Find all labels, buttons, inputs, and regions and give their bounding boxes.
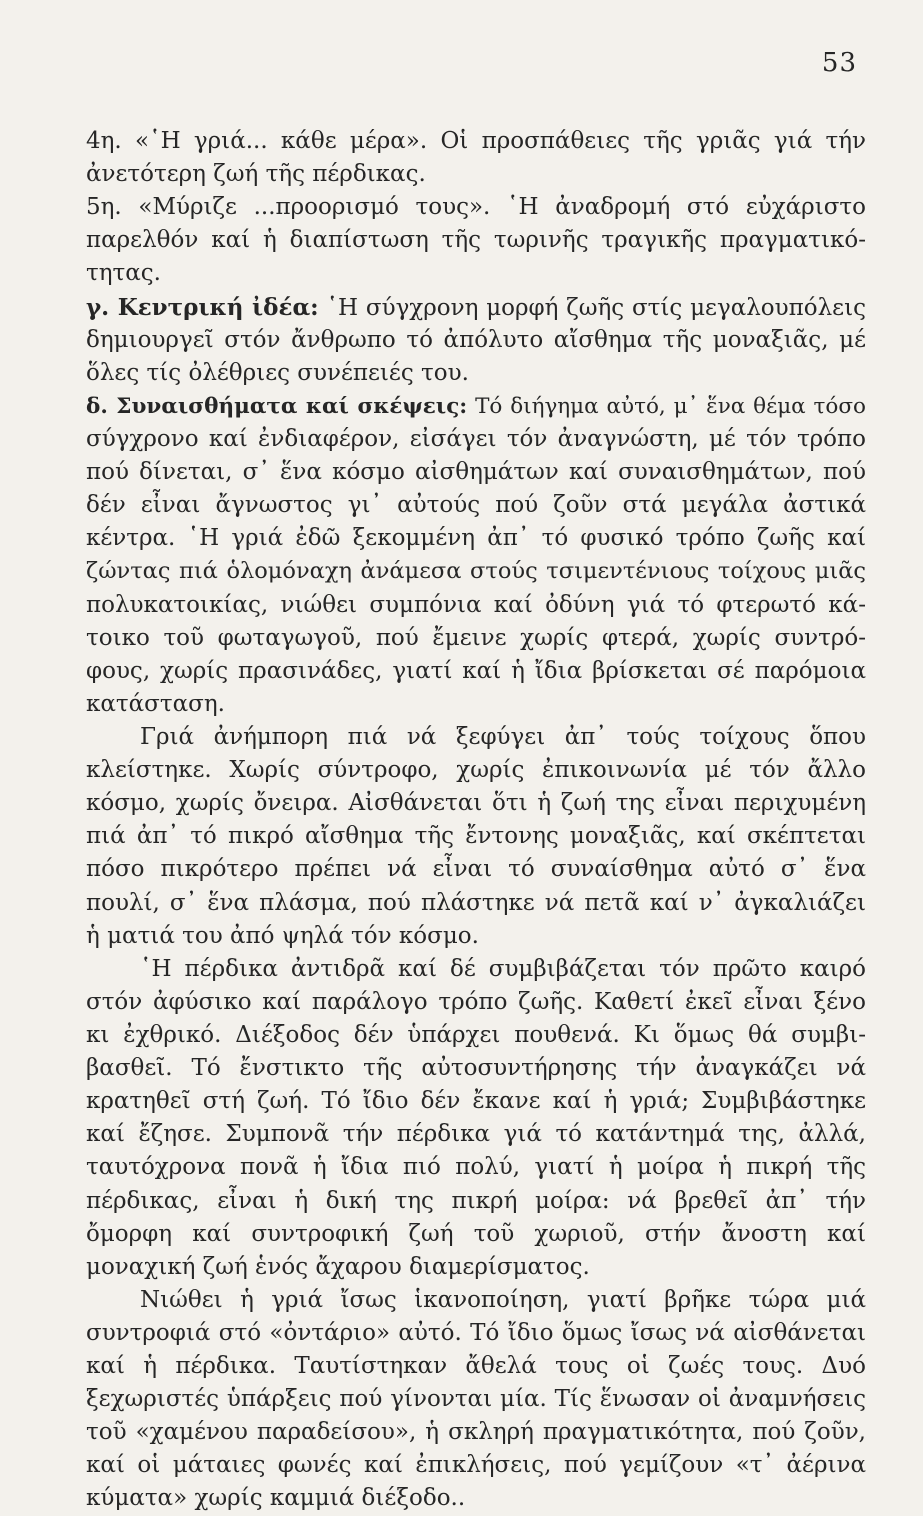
line-text: κόσμο, χωρίς ὄνειρα. Αἰσθάνεται ὅτι ἡ ζωή της εἶναι περιχυμένη <box>86 790 866 817</box>
line-text: βασθεῖ. Τό ἔνστικτο τῆς αὐτοσυντήρησης τήν ἀναγκάζει νά <box>86 1055 866 1082</box>
text-line <box>86 622 866 655</box>
text-line <box>86 1416 866 1449</box>
text-line <box>86 1482 866 1515</box>
text-line <box>86 324 866 357</box>
line-text: ξεχωριστές ὑπάρξεις πού γίνονται μία. Τίς ἕνωσαν οἱ ἀναμνήσεις <box>86 1386 866 1413</box>
line-text: κρατηθεῖ στή ζωή. Τό ἴδιο δέν ἔκανε καί ἡ γριά; Συμβιβάστηκε <box>86 1088 866 1115</box>
line-text: ταυτόχρονα πονᾶ ἡ ἴδια πιό πολύ, γιατί ἡ μοίρα ἡ πικρή τῆς <box>86 1154 866 1181</box>
text-line <box>86 357 866 390</box>
text-line <box>86 456 866 489</box>
text-line <box>86 1052 866 1085</box>
text-line <box>86 489 866 522</box>
text-line <box>86 1350 866 1383</box>
line-text: ῾Η σύγχρονη μορφή ζωῆς στίς μεγαλουπόλεις <box>318 294 866 321</box>
line-text: καί ἔζησε. Συμπονᾶ τήν πέρδικα γιά τό κατάντημά της, ἀλλά, <box>86 1121 866 1148</box>
line-text: Νιώθει ἡ γριά ἴσως ἱκανοποίηση, γιατί βρῆκε τώρα μιά <box>140 1286 866 1313</box>
text-line <box>86 853 866 886</box>
line-text: δέν εἶναι ἄγνωστος γι᾿ αὐτούς πού ζοῦν στά μεγάλα ἀστικά <box>86 492 866 519</box>
text-line <box>86 1449 866 1482</box>
line-text: Τό διήγημα αὐτό, μ᾿ ἕνα θέμα τόσο <box>467 393 866 419</box>
line-text: πολυκατοικίας, νιώθει συμπόνια καί ὀδύνη γιά τό φτερωτό κά- <box>86 591 866 618</box>
text-line <box>86 920 866 953</box>
text-line <box>86 522 866 555</box>
line-text: ζώντας πιά ὁλομόναχη ἀνάμεσα στούς τσιμεντένιους τοίχους μιᾶς <box>86 558 866 585</box>
text-line <box>86 1185 866 1218</box>
text-line <box>86 887 866 920</box>
text-line <box>86 721 866 754</box>
line-text: ἀνετότερη ζωή τῆς πέρδικας. <box>86 161 426 188</box>
text-line <box>86 1118 866 1151</box>
section-label: δ. Συναισθήματα καί σκέψεις: <box>86 393 468 419</box>
text-line <box>86 820 866 853</box>
text-line <box>86 291 866 324</box>
line-text: δημιουργεῖ στόν ἄνθρωπο τό ἀπόλυτο αἴσθημα τῆς μοναξιᾶς, μέ <box>86 326 866 353</box>
line-text: κι ἐχθρικό. Διέξοδος δέν ὑπάρχει πουθενά. Κι ὅμως θά συμβι- <box>86 1021 866 1048</box>
text-line <box>86 158 866 191</box>
section-label: γ. Κεντρική ἰδέα: <box>86 293 319 321</box>
line-text: κλείστηκε. Χωρίς σύντροφο, χωρίς ἐπικοινωνία μέ τόν ἄλλο <box>86 757 866 784</box>
line-text: μοναχική ζωή ἑνός ἄχαρου διαμερίσματος. <box>86 1253 590 1280</box>
line-text: ῾Η πέρδικα ἀντιδρᾶ καί δέ συμβιβάζεται τόν πρῶτο καιρό <box>140 955 866 982</box>
text-line <box>86 1251 866 1284</box>
text-line <box>86 1383 866 1416</box>
text-line <box>86 224 866 257</box>
line-text: σύγχρονο καί ἐνδιαφέρον, εἰσάγει τόν ἀναγνώστη, μέ τόν τρόπο <box>86 425 866 452</box>
line-text: τητας. <box>86 260 161 287</box>
line-text: τοικο τοῦ φωταγωγοῦ, πού ἔμεινε χωρίς φτερά, χωρίς συντρό- <box>86 624 866 651</box>
text-line <box>86 125 866 158</box>
text-line <box>86 1317 866 1350</box>
text-line <box>86 390 866 423</box>
text-line <box>86 1085 866 1118</box>
line-text: κύματα» χωρίς καμμιά διέξοδο.. <box>86 1485 466 1512</box>
line-text: πέρδικας, εἶναι ἡ δική της πικρή μοίρα: νά βρεθεῖ ἀπ᾿ τήν <box>86 1187 866 1214</box>
line-text: ἡ ματιά του ἀπό ψηλά τόν κόσμο. <box>86 922 479 949</box>
text-line <box>86 953 866 986</box>
line-text: 4η. «῾Η γριά... κάθε μέρα». Οἱ προσπάθειες τῆς γριᾶς γιά τήν <box>86 128 866 154</box>
line-text: 5η. «Μύριζε ...προορισμό τους». ῾Η ἀναδρομή στό εὐχάριστο <box>86 194 866 221</box>
text-line <box>86 1151 866 1184</box>
text-line <box>86 1019 866 1052</box>
text-line <box>86 688 866 721</box>
line-text: πουλί, σ᾿ ἕνα πλάσμα, πού πλάστηκε νά πετᾶ καί ν᾿ ἀγκαλιάζει <box>86 889 866 916</box>
text-line <box>86 754 866 787</box>
text-line <box>86 257 866 290</box>
line-text: ὄμορφη καί συντροφική ζωή τοῦ χωριοῦ, στήν ἄνοστη καί <box>86 1220 866 1247</box>
line-text: πιά ἀπ᾿ τό πικρό αἴσθημα τῆς ἔντονης μοναξιᾶς, καί σκέπτεται <box>86 823 866 850</box>
text-line <box>86 787 866 820</box>
line-text: συντροφιά στό «ὀντάριο» αὐτό. Τό ἴδιο ὅμως ἴσως νά αἰσθάνεται <box>86 1319 866 1346</box>
line-text: παρελθόν καί ἡ διαπίστωση τῆς τωρινῆς τραγικῆς πραγματικό- <box>86 227 866 254</box>
line-text: στόν ἀφύσικο καί παράλογο τρόπο ζωῆς. Καθετί ἐκεῖ εἶναι ξένο <box>86 988 866 1015</box>
page-number: 53 <box>821 48 857 78</box>
text-line <box>86 423 866 456</box>
line-text: ὅλες τίς ὀλέθριες συνέπειές του. <box>86 359 469 386</box>
text-line <box>86 555 866 588</box>
line-text: καί ἡ πέρδικα. Ταυτίστηκαν ἄθελά τους οἱ ζωές τους. Δυό <box>86 1353 866 1380</box>
line-text: Γριά ἀνήμπορη πιά νά ξεφύγει ἀπ᾿ τούς τοίχους ὅπου <box>140 723 866 750</box>
line-text: κέντρα. ῾Η γριά ἐδῶ ξεκομμένη ἀπ᾿ τό φυσικό τρόπο ζωῆς καί <box>86 525 866 552</box>
text-line <box>86 589 866 622</box>
line-text: πόσο πικρότερο πρέπει νά εἶναι τό συναίσθημα αὐτό σ᾿ ἕνα <box>86 856 866 883</box>
text-line <box>86 986 866 1019</box>
line-text: κατάσταση. <box>86 690 225 717</box>
text-line <box>86 1218 866 1251</box>
line-text: τοῦ «χαμένου παραδείσου», ἡ σκληρή πραγματικότητα, πού ζοῦν, <box>86 1419 866 1446</box>
text-line <box>86 191 866 224</box>
text-line <box>86 1284 866 1317</box>
text-line <box>86 655 866 688</box>
line-text: φους, χωρίς πρασινάδες, γιατί καί ἡ ἴδια βρίσκεται σέ παρόμοια <box>86 657 866 684</box>
line-text: πού δίνεται, σ᾿ ἕνα κόσμο αἰσθημάτων καί συναισθημάτων, πού <box>86 459 866 486</box>
line-text: καί οἱ μάταιες φωνές καί ἐπικλήσεις, πού γεμίζουν «τ᾿ ἀέρινα <box>86 1452 866 1479</box>
body-text <box>86 125 866 1516</box>
